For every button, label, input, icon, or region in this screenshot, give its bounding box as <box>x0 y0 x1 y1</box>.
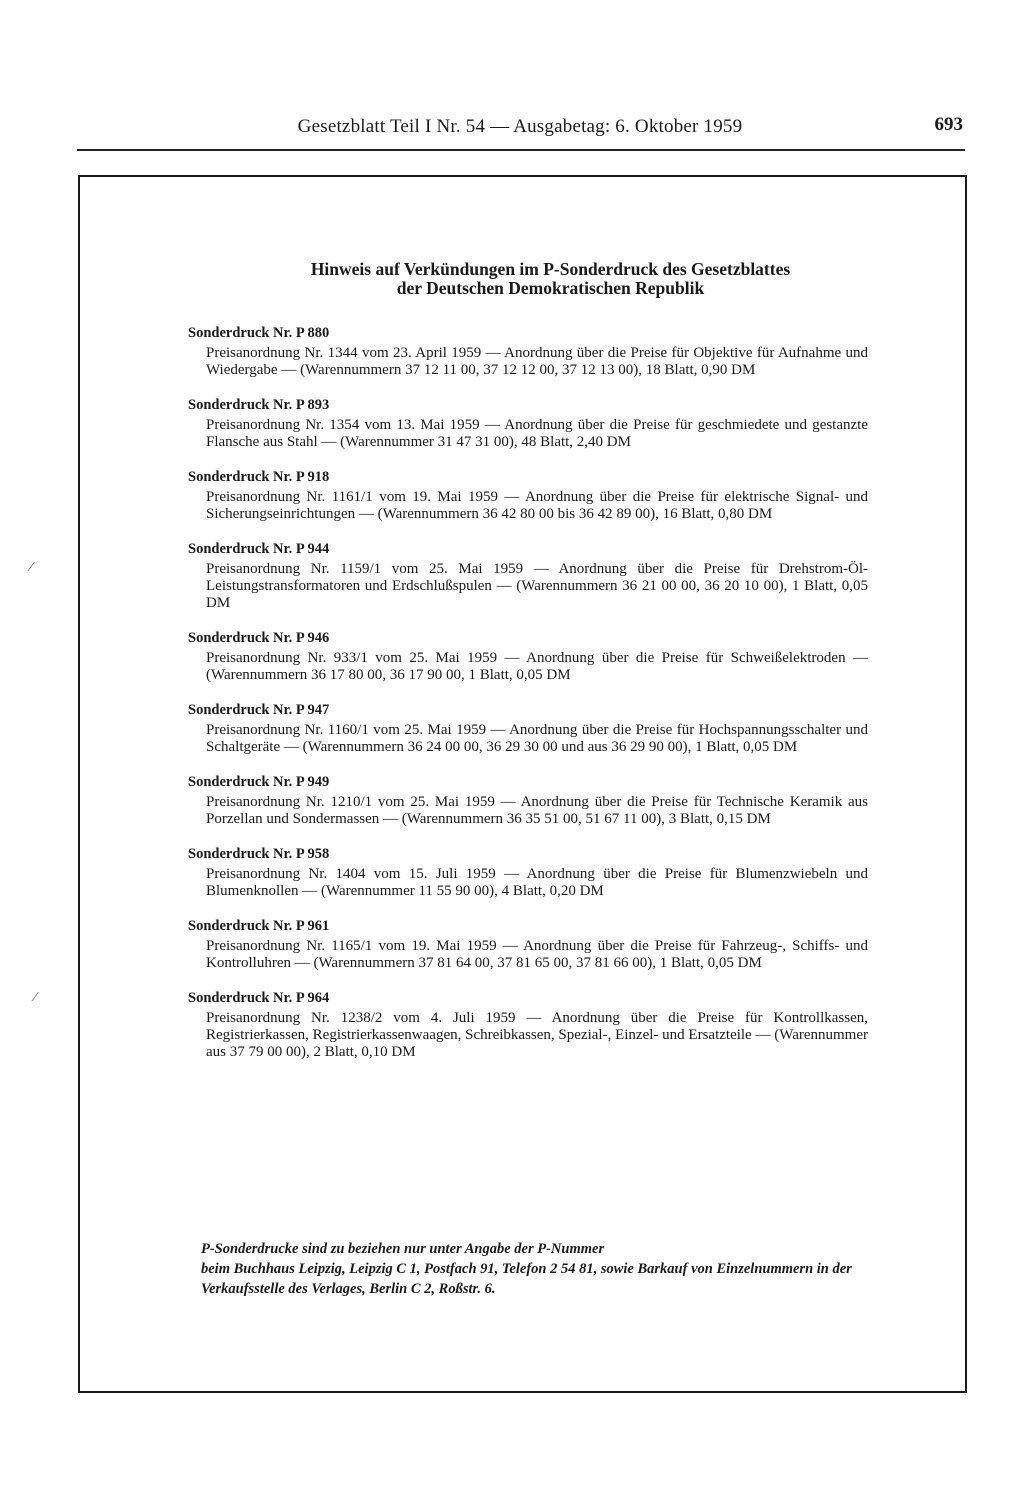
entry-text: Preisanordnung Nr. 1161/1 vom 19. Mai 1959 — Anordnung über die Preise für elektrische Signal- und Sicherungseinrichtungen — (Warennummern 36 42 80 00 bis 36 42 89 00), 16 Blatt, 0,80 DM <box>206 489 868 522</box>
page-number: 693 <box>934 114 963 135</box>
document-title <box>80 260 965 298</box>
entry-heading: Sonderdruck Nr. P 918 <box>188 469 330 485</box>
entry-heading: Sonderdruck Nr. P 958 <box>188 846 330 862</box>
entry-heading: Sonderdruck Nr. P 880 <box>188 325 330 341</box>
entry-list <box>188 325 868 1079</box>
entry-text: Preisanordnung Nr. 1210/1 vom 25. Mai 1959 — Anordnung über die Preise für Technische Keramik aus Porzellan und Sondermassen — (Warennummern 36 35 51 00, 51 67 11 00), 3 Blatt, 0,15 DM <box>206 794 868 827</box>
content-frame <box>78 175 967 1393</box>
entry-heading: Sonderdruck Nr. P 949 <box>188 774 330 790</box>
list-item <box>188 397 868 451</box>
entry-heading: Sonderdruck Nr. P 944 <box>188 541 330 557</box>
entry-heading: Sonderdruck Nr. P 946 <box>188 630 330 646</box>
list-item <box>188 541 868 612</box>
list-item <box>188 846 868 900</box>
entry-text: Preisanordnung Nr. 1238/2 vom 4. Juli 1959 — Anordnung über die Preise für Kontrollkassen, Registrierkassen, Registrierkassenwaagen, Schreibkassen, Spezial-, Einzel- und Ersatzteile — (Warennummer aus 37 79 00 00), 2 Blatt, 0,10 DM <box>206 1010 868 1060</box>
entry-heading: Sonderdruck Nr. P 947 <box>188 702 330 718</box>
entry-text: Preisanordnung Nr. 933/1 vom 25. Mai 1959 — Anordnung über die Preise für Schweißelektroden — (Warennummern 36 17 80 00, 36 17 90 00, 1 Blatt, 0,05 DM <box>206 650 868 683</box>
entry-text: Preisanordnung Nr. 1159/1 vom 25. Mai 1959 — Anordnung über die Preise für Drehstrom-Öl-Leistungstransformatoren und Erdschlußspulen — (Warennummern 36 21 00 00, 36 20 10 00), 1 Blatt, 0,05 DM <box>206 561 868 611</box>
entry-text: Preisanordnung Nr. 1165/1 vom 19. Mai 1959 — Anordnung über die Preise für Fahrzeug-, Schiffs- und Kontrolluhren — (Warennummern 37 81 64 00, 37 81 65 00, 37 81 66 00), 1 Blatt, 0,05 DM <box>206 938 868 971</box>
entry-heading: Sonderdruck Nr. P 964 <box>188 990 330 1006</box>
entry-text: Preisanordnung Nr. 1354 vom 13. Mai 1959 — Anordnung über die Preise für geschmiedete und gestanzte Flansche aus Stahl — (Warennummer 31 47 31 00), 48 Blatt, 2,40 DM <box>206 417 868 450</box>
header-title: Gesetzblatt Teil I Nr. 54 — Ausgabetag: 6. Oktober 1959 <box>297 116 743 137</box>
list-item <box>188 774 868 828</box>
document-title-line-1: Hinweis auf Verkündungen im P-Sonderdruck des Gesetzblattes <box>310 259 791 279</box>
list-item <box>188 990 868 1061</box>
footer-note-line-2: beim Buchhaus Leipzig, Leipzig C 1, Postfach 91, Telefon 2 54 81, sowie Barkauf von Einzelnummern in der Verkaufsstelle des Verlages, Berlin C 2, Roßstr. 6. <box>201 1261 852 1297</box>
footer-note <box>201 1239 871 1299</box>
list-item <box>188 918 868 972</box>
footer-note-line-1: P-Sonderdrucke sind zu beziehen nur unter Angabe der P-Nummer <box>201 1241 605 1257</box>
list-item <box>188 630 868 684</box>
list-item <box>188 469 868 523</box>
page-header <box>77 114 963 144</box>
entry-text: Preisanordnung Nr. 1160/1 vom 25. Mai 1959 — Anordnung über die Preise für Hochspannungsschalter und Schaltgeräte — (Warennummern 36 24 00 00, 36 29 30 00 und aus 36 29 90 00), 1 Blatt, 0,05 DM <box>206 722 868 755</box>
document-title-line-2: der Deutschen Demokratischen Republik <box>396 278 705 298</box>
header-rule <box>77 149 965 151</box>
list-item <box>188 325 868 379</box>
entry-heading: Sonderdruck Nr. P 893 <box>188 397 330 413</box>
entry-text: Preisanordnung Nr. 1344 vom 23. April 1959 — Anordnung über die Preise für Objektive für Aufnahme und Wiedergabe — (Warennummern 37 12 11 00, 37 12 12 00, 37 12 13 00), 18 Blatt, 0,90 DM <box>206 345 868 378</box>
margin-mark: ⁄ <box>30 560 33 575</box>
entry-heading: Sonderdruck Nr. P 961 <box>188 918 330 934</box>
list-item <box>188 702 868 756</box>
margin-mark: ⁄ <box>34 990 37 1005</box>
entry-text: Preisanordnung Nr. 1404 vom 15. Juli 1959 — Anordnung über die Preise für Blumenzwiebeln und Blumenknollen — (Warennummer 11 55 90 00), 4 Blatt, 0,20 DM <box>206 866 868 899</box>
